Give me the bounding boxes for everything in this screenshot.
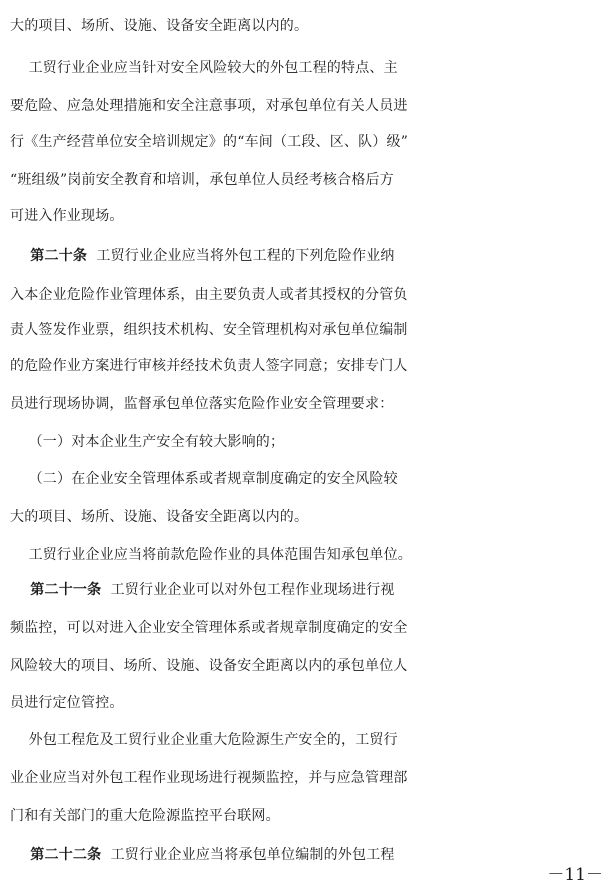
line-text: 工贸行业企业应当针对安全风险较大的外包工程的特点、主 — [10, 60, 398, 76]
line-text: 员进行定位管控。 — [10, 695, 124, 711]
line-text: 工贸行业企业可以对外包工程作业现场进行视 — [101, 582, 395, 598]
line-text: 的危险作业方案进行审核并经技术负责人签字同意；安排专门人 — [10, 358, 408, 374]
page-number: －11－ — [547, 865, 603, 885]
line-text: 门和有关部门的重大危险源监控平台联网。 — [10, 808, 280, 824]
line-text: 频监控，可以对进入企业安全管理体系或者规章制度确定的安全 — [10, 620, 408, 636]
line-text: 可进入作业现场。 — [10, 208, 124, 224]
line-text: 风险较大的项目、场所、设施、设备安全距离以内的承包单位人 — [10, 658, 408, 674]
line-text: 责人签发作业票，组织技术机构、安全管理机构对承包单位编制 — [10, 322, 408, 338]
line-text: “班组级”岗前安全教育和培训，承包单位人员经考核合格后方 — [10, 172, 394, 188]
line-text: 工贸行业企业应当将承包单位编制的外包工程 — [101, 847, 395, 863]
line-text: 外包工程危及工贸行业企业重大危险源生产安全的，工贸行 — [10, 732, 398, 748]
article-number: 第二十条 — [10, 248, 88, 264]
line-text: 大的项目、场所、设施、设备安全距离以内的。 — [10, 509, 309, 525]
line-text: （一）对本企业生产安全有较大影响的； — [10, 434, 285, 450]
text-line — [10, 3, 615, 49]
line-text: （二）在企业安全管理体系或者规章制度确定的安全风险较 — [10, 471, 398, 487]
line-text: 行《生产经营单位安全培训规定》的“车间（工段、区、队）级” — [10, 134, 409, 150]
line-text: 员进行现场协调，监督承包单位落实危险作业安全管理要求： — [10, 396, 394, 412]
line-text: 工贸行业企业应当将外包工程的下列危险作业纳 — [87, 248, 395, 264]
line-text: 要危险、应急处理措施和安全注意事项，对承包单位有关人员进 — [10, 98, 408, 114]
line-text: 工贸行业企业应当将前款危险作业的具体范围告知承包单位。 — [10, 547, 412, 563]
line-text: 入本企业危险作业管理体系，由主要负责人或者其授权的分管负 — [10, 287, 408, 303]
article-number: 第二十一条 — [10, 582, 102, 598]
text-line — [10, 832, 615, 878]
article-number: 第二十二条 — [10, 847, 102, 863]
line-text: 业企业应当对外包工程作业现场进行视频监控，并与应急管理部 — [10, 770, 408, 786]
line-text: 大的项目、场所、设施、设备安全距离以内的。 — [10, 18, 309, 34]
